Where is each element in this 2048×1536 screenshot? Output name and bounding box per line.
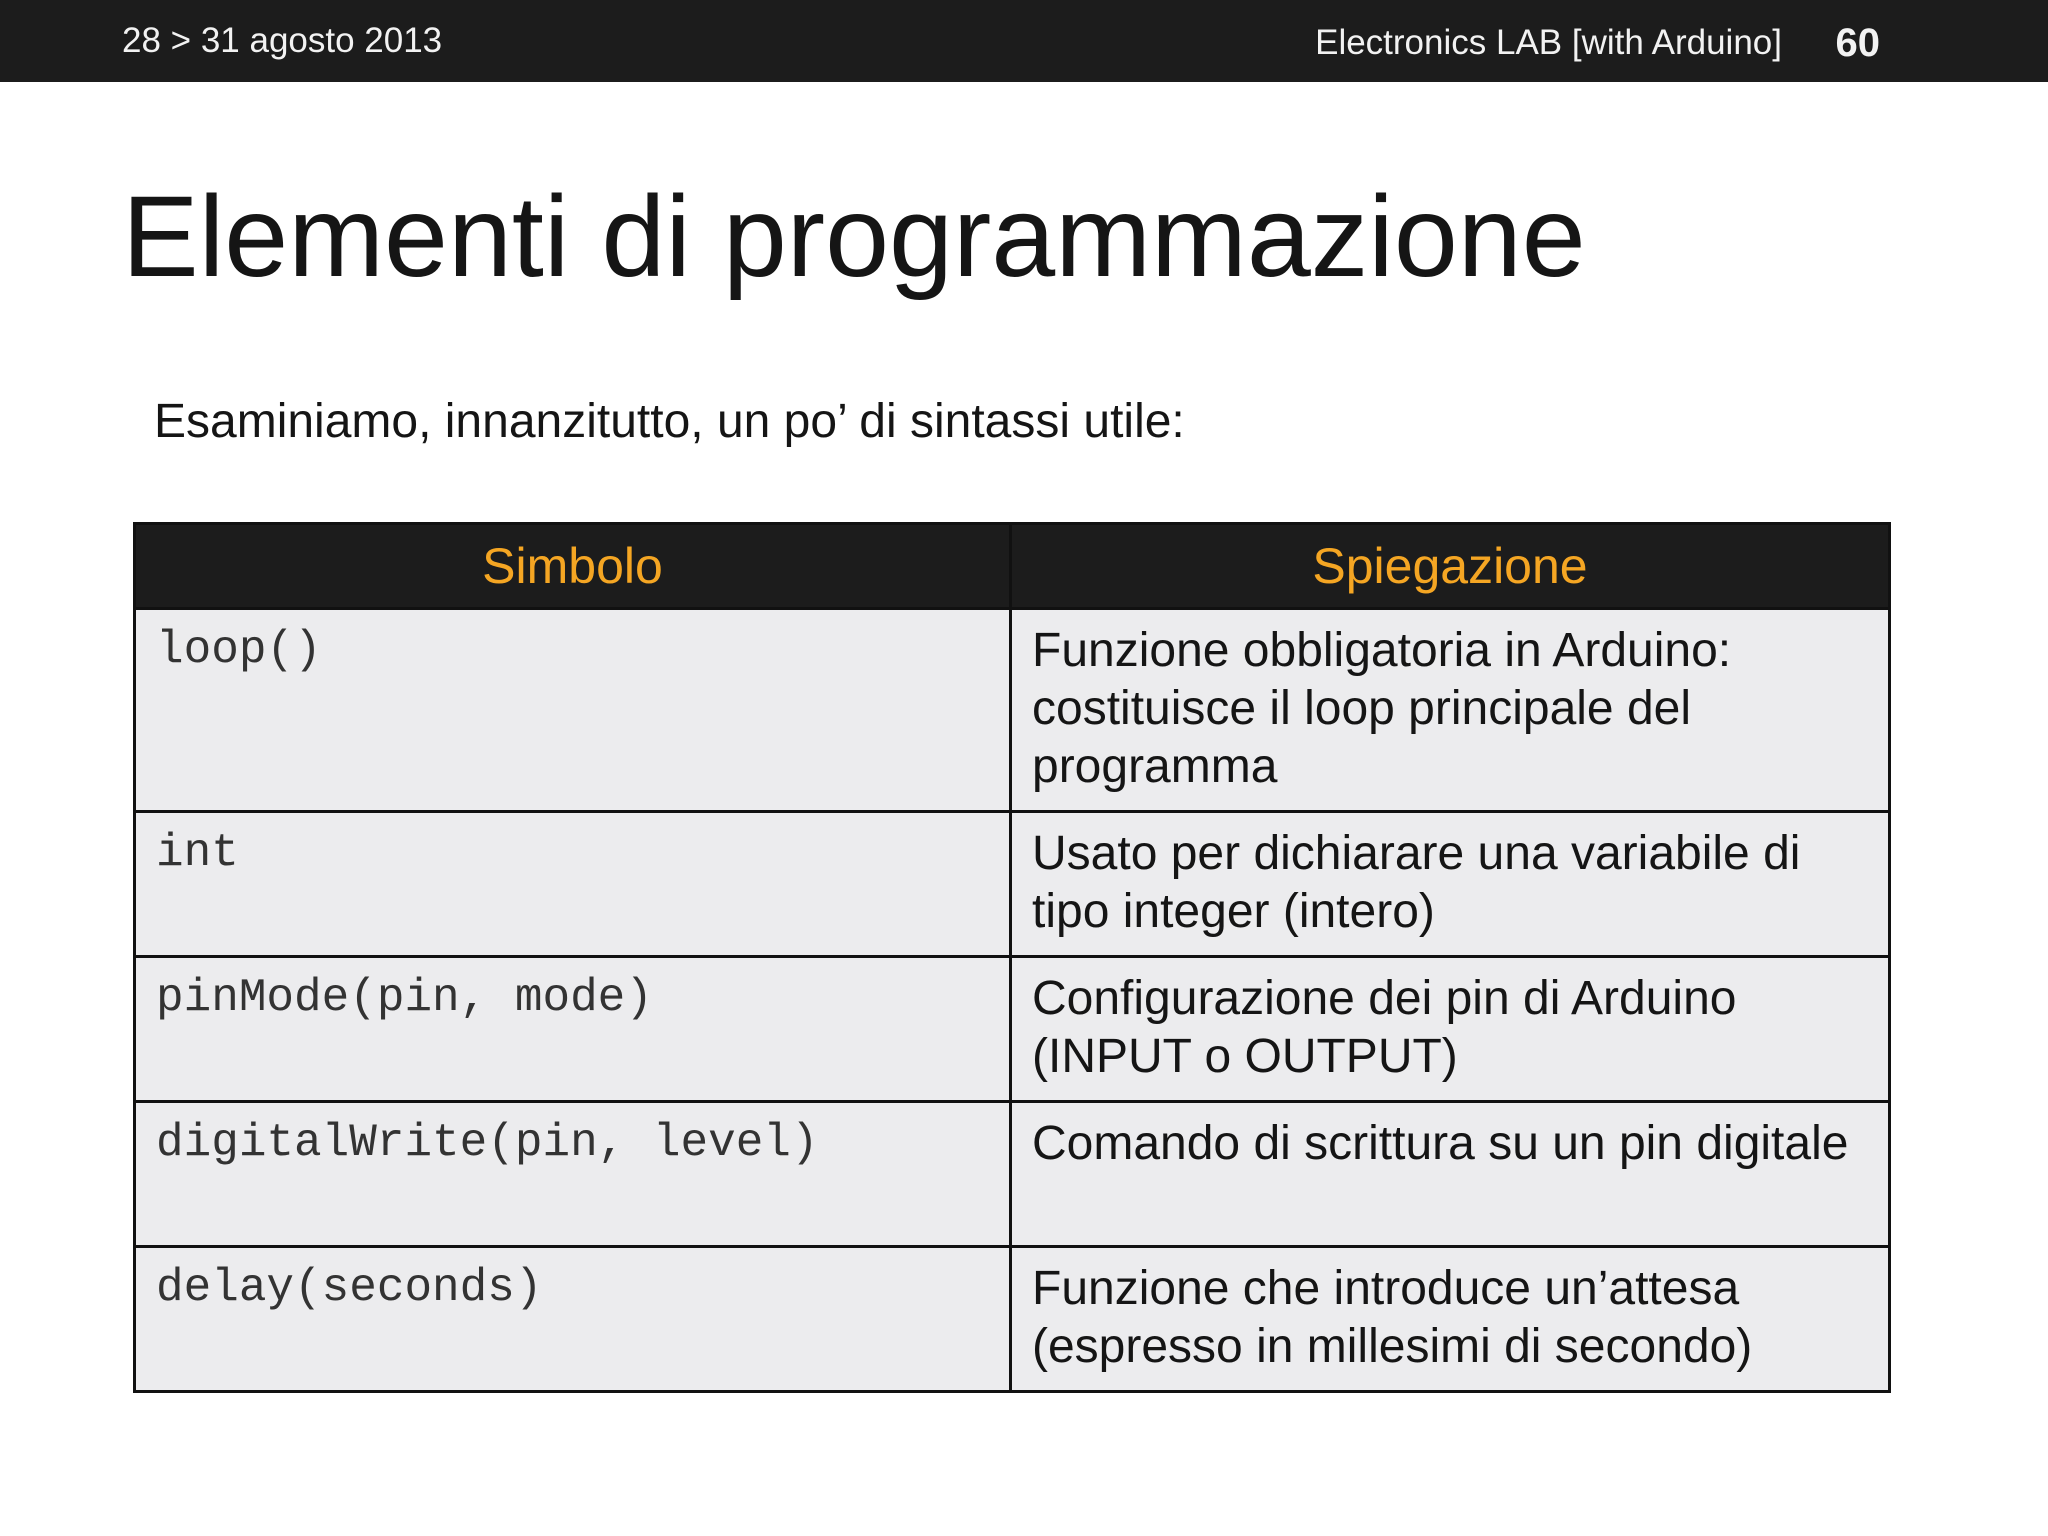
table-row [135, 1247, 1890, 1392]
symbol-cell: pinMode(pin, mode) [135, 957, 1011, 1102]
explanation-cell: Usato per dichiarare una variabile di tipo integer (intero) [1011, 812, 1890, 957]
table-header-row [135, 524, 1890, 609]
slide-title: Elementi di programmazione [122, 173, 1586, 301]
table-row [135, 609, 1890, 812]
table-row [135, 1102, 1890, 1247]
syntax-table [133, 522, 1891, 1393]
header-course-title: Electronics LAB [with Arduino] [1315, 23, 1782, 62]
symbol-cell: delay(seconds) [135, 1247, 1011, 1392]
page-number: 60 [1835, 21, 1880, 65]
symbol-cell: digitalWrite(pin, level) [135, 1102, 1011, 1247]
column-header-symbol: Simbolo [135, 524, 1011, 609]
table-row [135, 957, 1890, 1102]
explanation-cell: Funzione che introduce un’attesa (espresso in millesimi di secondo) [1011, 1247, 1890, 1392]
header-date: 28 > 31 agosto 2013 [122, 21, 443, 60]
column-header-explanation: Spiegazione [1011, 524, 1890, 609]
explanation-cell: Funzione obbligatoria in Arduino: costituisce il loop principale del programma [1011, 609, 1890, 812]
explanation-cell: Comando di scrittura su un pin digitale [1011, 1102, 1890, 1247]
symbol-cell: loop() [135, 609, 1011, 812]
header-bar [0, 0, 2048, 82]
slide-intro: Esaminiamo, innanzitutto, un po’ di sintassi utile: [154, 395, 1185, 448]
table-row [135, 812, 1890, 957]
explanation-cell: Configurazione dei pin di Arduino (INPUT o OUTPUT) [1011, 957, 1890, 1102]
symbol-cell: int [135, 812, 1011, 957]
